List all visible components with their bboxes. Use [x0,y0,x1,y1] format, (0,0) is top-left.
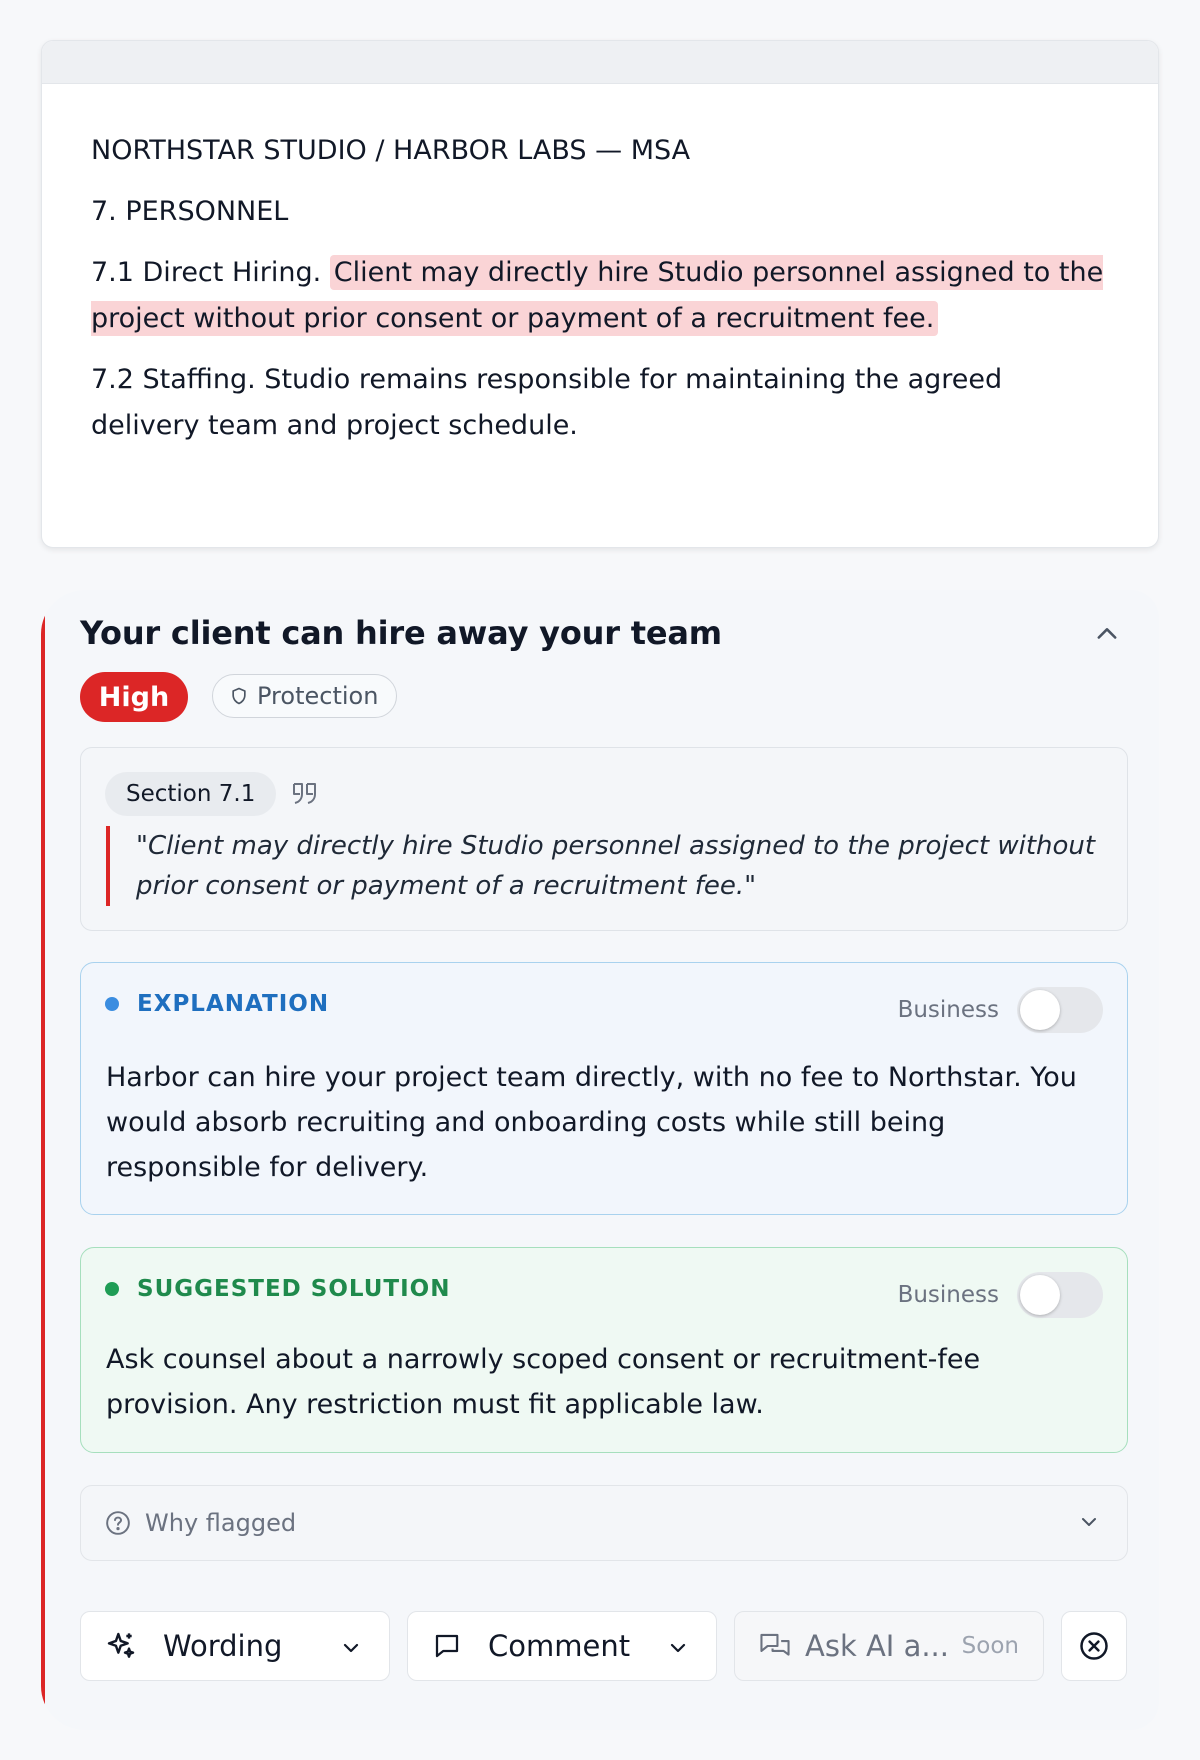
why-flagged-expander[interactable] [80,1485,1128,1561]
chevron-down-icon [1077,1510,1101,1538]
explanation-toggle-label: Business [897,997,999,1023]
clause-7-1-label: 7.1 Direct Hiring. [91,257,322,288]
clause-7-1-highlight[interactable]: Client may directly hire Studio personnel assigned to the project without prior consent or payment of a recruitment fee. [91,257,1104,334]
chevron-down-icon [339,1636,363,1660]
document-card [41,40,1159,548]
solution-toggle-label: Business [897,1282,999,1308]
quote-box [80,747,1128,931]
chat-bubbles-icon [759,1631,791,1661]
document-header-bar [42,41,1158,84]
issue-title: Your client can hire away your team [80,614,722,652]
why-flagged-label: Why flagged [145,1509,297,1537]
toggle-knob [1020,1275,1060,1315]
category-badge [212,674,397,718]
wording-button[interactable] [80,1611,390,1681]
wording-label: Wording [163,1629,283,1663]
solution-label: SUGGESTED SOLUTION [137,1276,451,1302]
clause-quote: "Client may directly hire Studio personnel assigned to the project without prior consent or payment of a recruitment fee." [106,826,1096,906]
comment-button[interactable] [407,1611,717,1681]
explanation-text: Harbor can hire your project team directly, with no fee to Northstar. You would absorb recruiting and onboarding costs while still being responsible for delivery. [106,1062,1077,1183]
solution-text: Ask counsel about a narrowly scoped consent or recruitment-fee provision. Any restriction must fit applicable law. [106,1344,981,1420]
document-heading: NORTHSTAR STUDIO / HARBOR LABS — MSA [91,135,691,166]
document-body [42,84,1158,449]
clause-7-2: 7.2 Staffing. Studio remains responsible for maintaining the agreed delivery team and project schedule. [91,364,1003,441]
explanation-label: EXPLANATION [137,991,330,1017]
comment-icon [432,1631,462,1661]
quote-icon [291,782,319,810]
chevron-up-icon [1093,620,1121,648]
toggle-knob [1020,990,1060,1030]
explanation-panel [80,962,1128,1215]
ask-ai-button [734,1611,1044,1681]
help-circle-icon [105,1510,131,1536]
dismiss-button[interactable] [1061,1611,1127,1681]
comment-label: Comment [488,1629,631,1663]
explanation-business-toggle[interactable] [1017,987,1103,1033]
risk-indicator-bar [41,590,45,1730]
sparkle-icon [105,1630,137,1662]
shield-icon [229,685,249,707]
solution-dot-icon [105,1282,119,1296]
solution-business-toggle[interactable] [1017,1272,1103,1318]
soon-badge: Soon [961,1633,1019,1659]
clause-7-1 [91,250,1110,342]
issue-card [41,590,1159,1730]
category-label: Protection [257,682,379,710]
collapse-button[interactable] [1089,616,1125,652]
section-heading: 7. PERSONNEL [91,196,289,227]
suggested-solution-panel [80,1247,1128,1453]
explanation-dot-icon [105,997,119,1011]
section-reference-pill[interactable]: Section 7.1 [105,772,276,816]
chevron-down-icon [666,1636,690,1660]
close-circle-icon [1079,1631,1109,1661]
ask-ai-label: Ask AI a... [805,1629,949,1663]
severity-badge: High [80,672,188,722]
